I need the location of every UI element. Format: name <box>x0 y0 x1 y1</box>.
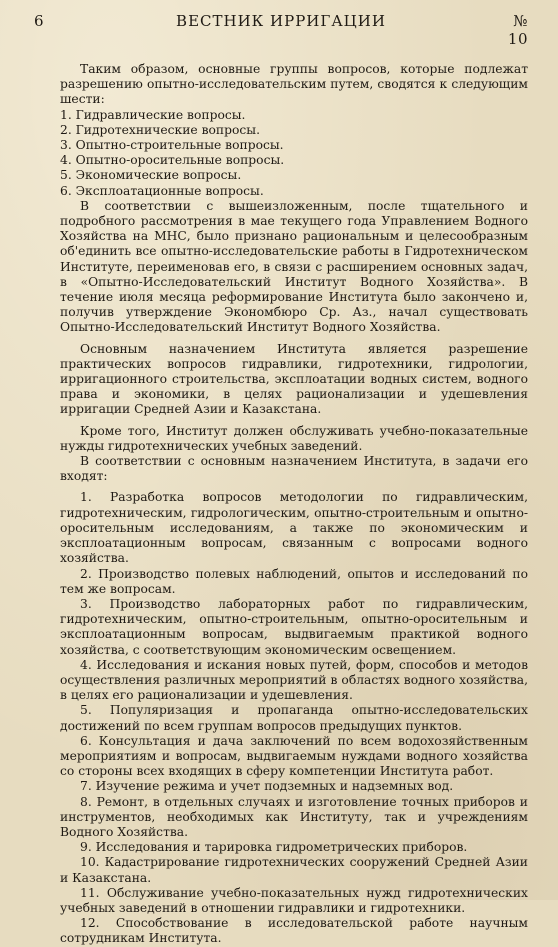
task-item: 6. Консультация и дача заключений по всем водохозяйственным мероприятиям и вопросам, выдвигаемым нуждами водного хозяйства со стороны всех входящих в сферу компетенции Института работ. <box>60 733 528 779</box>
task-item: 1. Разработка вопросов методологии по гидравлическим, гидротехническим, гидрологическим, опытно-строительным и опытно-оросительным исследованиям, а также по экономическим и эксплоатационным вопросам, связанным с вопросами водного хозяйства. <box>60 490 528 566</box>
question-groups-list <box>60 108 528 199</box>
issue-number: № 10 <box>507 12 528 48</box>
task-item: 8. Ремонт, в отдельных случаях и изготовление точных приборов и инструментов, необходимых как Институту, так и учреждениям Водного Хозяйства. <box>60 794 528 839</box>
schools-paragraph: Кроме того, Институт должен обслуживать учебно-показательные нужды гидротехнических учебных заведений. <box>60 423 528 453</box>
task-item: 9. Исследования и тарировка гидрометрических приборов. <box>80 840 468 855</box>
page-header <box>34 12 528 48</box>
list-item: 6. Эксплоатационные вопросы. <box>60 183 264 198</box>
task-item: 5. Популяризация и пропаганда опытно-исследовательских достижений по всем группам вопросов предыдущих пунктов. <box>60 703 528 733</box>
task-item: 3. Производство лабораторных работ по гидравлическим, гидротехническим, опытно-строительным, опытно-оросительным и эксплоатационным вопросам, выдвигаемым практикой водного хозяйства, с соответствующим экономическим освещением. <box>60 596 528 657</box>
task-item: 11. Обслуживание учебно-показательных нужд гидротехнических учебных заведений в отношении гидравлики и гидротехники. <box>60 885 528 915</box>
task-item: 4. Исследования и искания новых путей, форм, способов и методов осуществления различных мероприятий в областях водного хозяйства, в целях его рационализации и удешевления. <box>60 657 528 703</box>
journal-title: ВЕСТНИК ИРРИГАЦИИ <box>176 12 386 30</box>
task-item: 10. Кадастрирование гидротехнических сооружений Средней Азии и Казакстана. <box>60 855 528 885</box>
reorganization-paragraph: В соответствии с вышеизложенным, после тщательного и подробного рассмотрения в мае текущего года Управлением Водного Хозяйства на МНС, было признано рациональным и целесообразным об'единить все опытно-исследовательские работы в Гидротехническом Институте, переименовав его, в связи с расширением основных задач, в «Опытно-Исследовательский Институт Водного Хозяйства». В течение июля месяца реформирование Института было закончено и, получив утверждение Экономбюро Ср. Аз., начал существовать Опытно-Исследовательский Институт Водного Хозяйства. <box>60 198 528 335</box>
tasks-list <box>60 490 528 946</box>
article-body <box>60 62 528 947</box>
task-item: 2. Производство полевых наблюдений, опытов и исследований по тем же вопросам. <box>60 566 528 596</box>
list-item: 2. Гидротехнические вопросы. <box>60 122 260 137</box>
task-item: 12. Способствование в исследовательской работе научным сотрудникам Института. <box>60 916 528 946</box>
list-item: 4. Опытно-оросительные вопросы. <box>60 153 285 168</box>
intro-paragraph: Таким образом, основные группы вопросов, которые подлежат разрешению опытно-исследовательским путем, сводятся к следующим шести: <box>60 62 528 107</box>
list-item: 1. Гидравлические вопросы. <box>60 107 246 122</box>
list-item: 5. Экономические вопросы. <box>60 168 242 183</box>
tasks-intro-paragraph: В соответствии с основным назначением Института, в задачи его входят: <box>60 454 528 484</box>
purpose-paragraph: Основным назначением Института является разрешение практических вопросов гидравлики, гидротехники, гидрологии, ирригационного строительства, эксплоатации водных систем, водного права и экономики, в целях рационализации и удешевления ирригации Средней Азии и Казакстана. <box>60 341 528 417</box>
task-item: 7. Изучение режима и учет подземных и надземных вод. <box>80 779 454 794</box>
page-number: 6 <box>34 12 45 30</box>
list-item: 3. Опытно-строительные вопросы. <box>60 138 284 153</box>
